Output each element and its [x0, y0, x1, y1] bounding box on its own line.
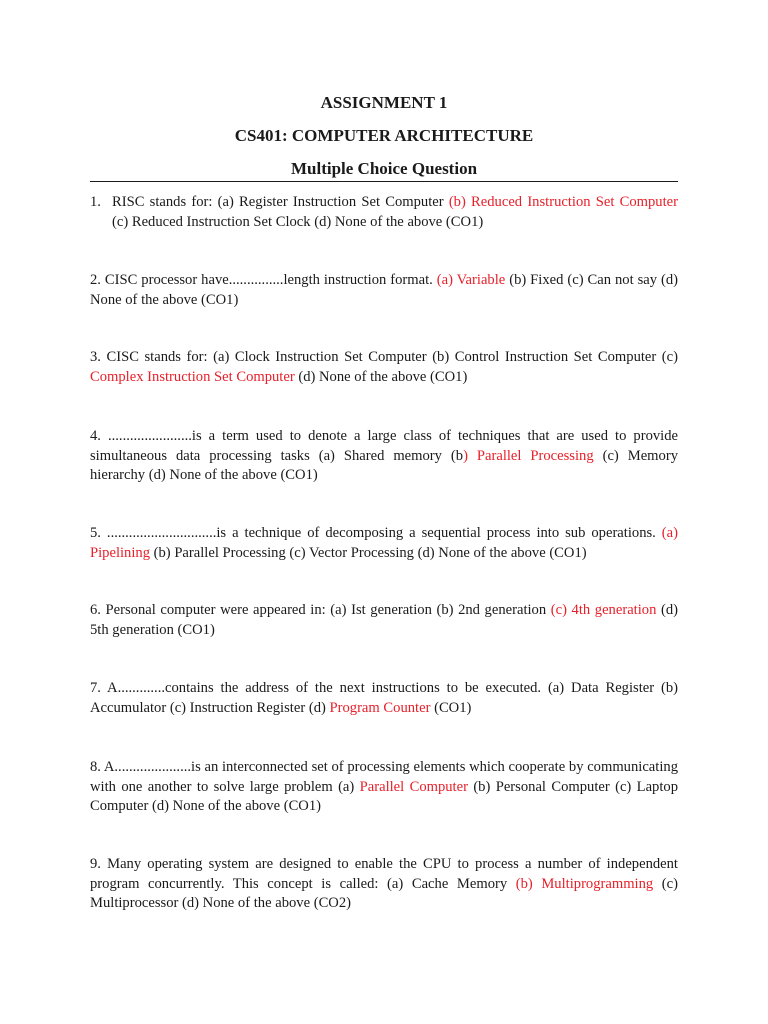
question-7 [90, 679, 678, 718]
question-text: 6. Personal computer were appeared in: (a) Ist generation (b) 2nd generation [90, 602, 551, 618]
question-2 [90, 271, 678, 310]
question-options: (CO1) [430, 699, 472, 716]
question-options: (d) 5th generation (CO1) [90, 602, 678, 638]
correct-answer: (a) Pipelining [90, 525, 678, 561]
assignment-title: ASSIGNMENT 1 [320, 93, 448, 112]
correct-answer: Program Counter [329, 699, 431, 716]
question-options: (d) None of the above (CO1) [294, 368, 468, 385]
header-divider [90, 181, 678, 182]
question-6 [90, 601, 678, 640]
question-5 [90, 524, 678, 563]
question-text: 2. CISC processor have...............length instruction format. [90, 272, 437, 288]
correct-answer: ) Parallel Processing [463, 447, 594, 464]
correct-answer: (a) Variable [436, 272, 506, 288]
question-options: (c) Multiprocessor (d) None of the above (CO2) [90, 875, 678, 911]
question-text: RISC stands for: (a) Register Instruction Set Computer [112, 194, 449, 210]
course-title: CS401: COMPUTER ARCHITECTURE [234, 126, 534, 145]
question-8 [90, 758, 678, 817]
question-1 [90, 193, 678, 232]
question-options: (b) Parallel Processing (c) Vector Processing (d) None of the above (CO1) [150, 544, 587, 561]
question-options: (c) Memory hierarchy (d) None of the above (CO1) [90, 447, 678, 483]
question-text: 8. A.....................is an interconnected set of processing elements which cooperate by communicating with one another to solve large problem (a) [90, 759, 678, 795]
question-number: 1. [90, 194, 101, 210]
question-9 [90, 855, 678, 914]
question-text: 5. ..............................is a technique of decomposing a sequential process into sub operations. [90, 525, 662, 541]
question-4 [90, 427, 678, 486]
question-options: (b) Personal Computer (c) Laptop Computer (d) None of the above (CO1) [90, 778, 678, 814]
correct-answer: (b) Reduced Instruction Set Computer [448, 194, 678, 210]
question-text: 7. A.............contains the address of the next instructions to be executed. (a) Data Register (b) Accumulator (c) Instruction Register (d) [90, 680, 678, 716]
section-title: Multiple Choice Question [290, 159, 478, 178]
question-options: (c) Reduced Instruction Set Clock (d) None of the above (CO1) [112, 213, 484, 230]
question-text: 4. .......................is a term used to denote a large class of techniques that are used to provide simultaneous data processing tasks (a) Shared memory (b [90, 428, 678, 464]
correct-answer: (b) Multiprogramming [515, 875, 654, 892]
correct-answer: (c) 4th generation [550, 602, 657, 618]
question-text: 9. Many operating system are designed to enable the CPU to process a number of independent program concurrently. This concept is called: (a) Cache Memory [90, 856, 678, 892]
question-text: 3. CISC stands for: (a) Clock Instruction Set Computer (b) Control Instruction Set Computer (c) [90, 349, 678, 365]
correct-answer: Complex Instruction Set Computer [90, 368, 295, 385]
correct-answer: Parallel Computer [359, 778, 468, 795]
question-3 [90, 348, 678, 387]
question-options: (b) Fixed (c) Can not say (d) None of the above (CO1) [90, 272, 679, 308]
